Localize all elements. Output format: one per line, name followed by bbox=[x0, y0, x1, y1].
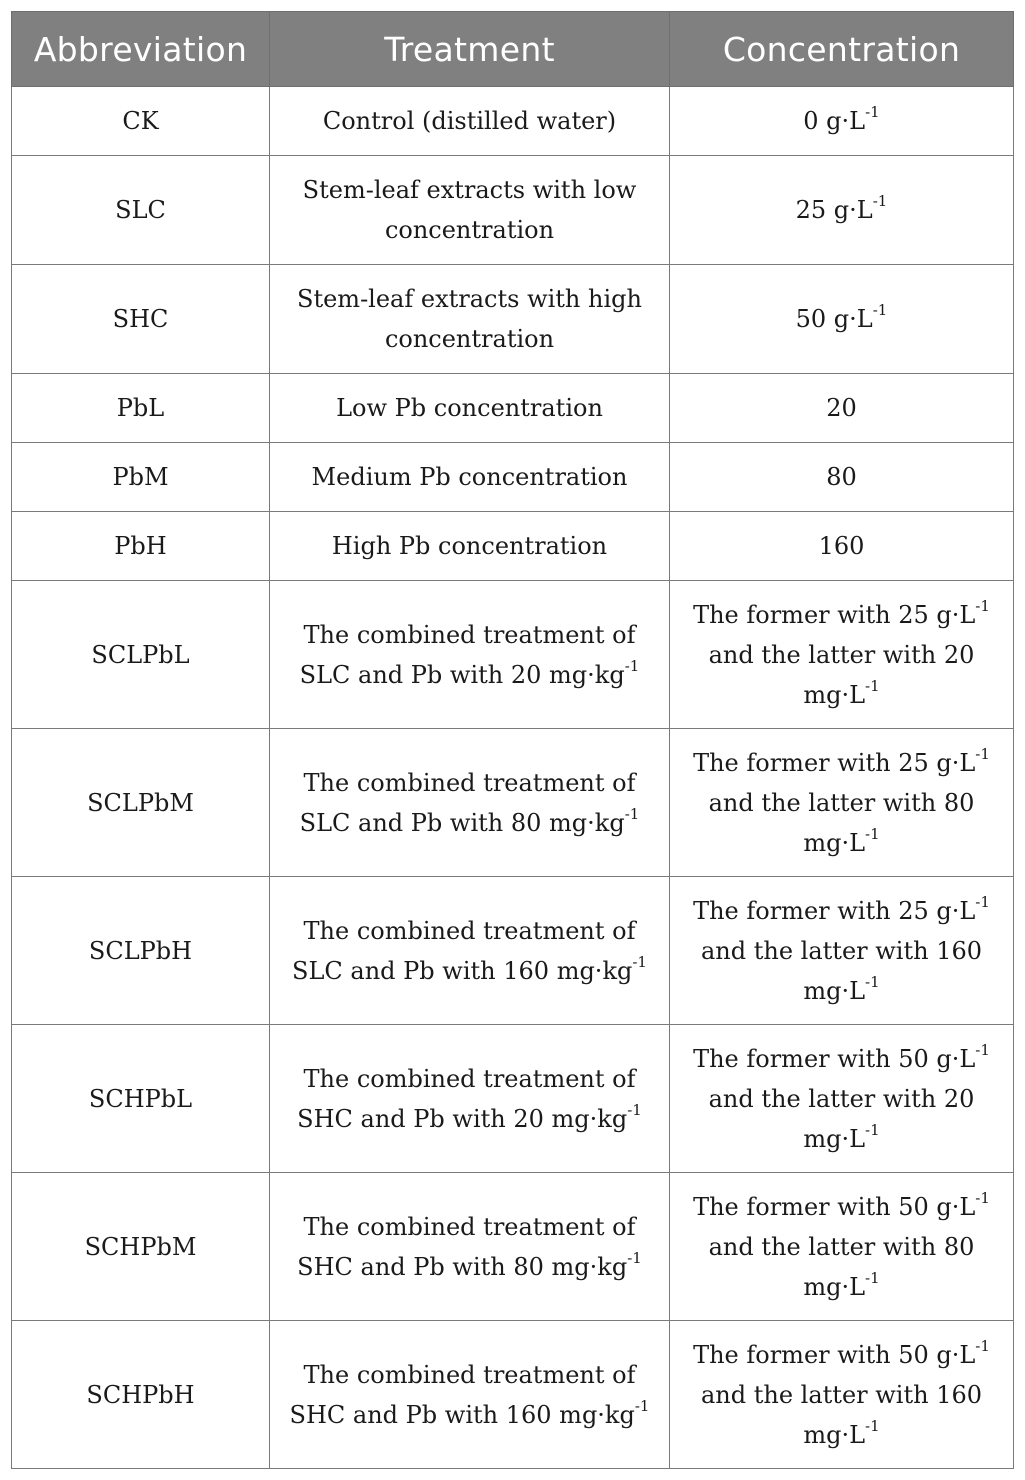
cell-concentration: The former with 25 $g\cdot L^{-1}$ and the latter with 20 $mg\cdot L^{-1}$ bbox=[670, 581, 1014, 729]
cell-treatment: The combined treatment of SLC and Pb with 160 $mg\cdot kg^{-1}$ bbox=[270, 877, 670, 1025]
table-row bbox=[12, 374, 1014, 443]
table-row bbox=[12, 156, 1014, 265]
table-row bbox=[12, 87, 1014, 156]
table-row bbox=[12, 1173, 1014, 1321]
cell-abbreviation: SCLPbM bbox=[12, 729, 270, 877]
cell-abbreviation: PbM bbox=[12, 443, 270, 512]
table-header bbox=[12, 12, 1014, 87]
table-row bbox=[12, 877, 1014, 1025]
cell-abbreviation: SCLPbL bbox=[12, 581, 270, 729]
cell-treatment: The combined treatment of SLC and Pb with 80 $mg\cdot kg^{-1}$ bbox=[270, 729, 670, 877]
cell-concentration: 0 $g\cdot L^{-1}$ bbox=[670, 87, 1014, 156]
cell-concentration: The former with 25 $g\cdot L^{-1}$ and the latter with 160 $mg\cdot L^{-1}$ bbox=[670, 877, 1014, 1025]
cell-treatment: Low Pb concentration bbox=[270, 374, 670, 443]
cell-treatment: Stem-leaf extracts with low concentration bbox=[270, 156, 670, 265]
cell-concentration: The former with 50 $g\cdot L^{-1}$ and the latter with 80 $mg\cdot L^{-1}$ bbox=[670, 1173, 1014, 1321]
table-row bbox=[12, 1025, 1014, 1173]
table-row bbox=[12, 1321, 1014, 1469]
header-concentration: Concentration bbox=[670, 12, 1014, 87]
cell-concentration: 50 $g\cdot L^{-1}$ bbox=[670, 265, 1014, 374]
cell-treatment: Control (distilled water) bbox=[270, 87, 670, 156]
treatment-table bbox=[11, 11, 1014, 1469]
cell-abbreviation: SCLPbH bbox=[12, 877, 270, 1025]
header-row bbox=[12, 12, 1014, 87]
cell-abbreviation: SCHPbM bbox=[12, 1173, 270, 1321]
cell-abbreviation: SLC bbox=[12, 156, 270, 265]
cell-abbreviation: PbL bbox=[12, 374, 270, 443]
cell-abbreviation: SCHPbL bbox=[12, 1025, 270, 1173]
cell-treatment: Medium Pb concentration bbox=[270, 443, 670, 512]
cell-concentration: The former with 25 $g\cdot L^{-1}$ and the latter with 80 $mg\cdot L^{-1}$ bbox=[670, 729, 1014, 877]
table-row bbox=[12, 265, 1014, 374]
cell-treatment: The combined treatment of SLC and Pb with 20 $mg\cdot kg^{-1}$ bbox=[270, 581, 670, 729]
header-treatment: Treatment bbox=[270, 12, 670, 87]
table-row bbox=[12, 443, 1014, 512]
table-row bbox=[12, 512, 1014, 581]
table-row bbox=[12, 729, 1014, 877]
cell-treatment: The combined treatment of SHC and Pb with 160 $mg\cdot kg^{-1}$ bbox=[270, 1321, 670, 1469]
table-row bbox=[12, 581, 1014, 729]
cell-treatment: The combined treatment of SHC and Pb with 20 $mg\cdot kg^{-1}$ bbox=[270, 1025, 670, 1173]
cell-concentration: 80 bbox=[670, 443, 1014, 512]
cell-concentration: 20 bbox=[670, 374, 1014, 443]
cell-concentration: 160 bbox=[670, 512, 1014, 581]
cell-concentration: 25 $g\cdot L^{-1}$ bbox=[670, 156, 1014, 265]
cell-abbreviation: PbH bbox=[12, 512, 270, 581]
cell-abbreviation: SCHPbH bbox=[12, 1321, 270, 1469]
cell-concentration: The former with 50 $g\cdot L^{-1}$ and the latter with 20 $mg\cdot L^{-1}$ bbox=[670, 1025, 1014, 1173]
cell-treatment: High Pb concentration bbox=[270, 512, 670, 581]
cell-treatment: The combined treatment of SHC and Pb with 80 $mg\cdot kg^{-1}$ bbox=[270, 1173, 670, 1321]
table-body bbox=[12, 87, 1014, 1469]
cell-abbreviation: SHC bbox=[12, 265, 270, 374]
cell-treatment: Stem-leaf extracts with high concentration bbox=[270, 265, 670, 374]
cell-abbreviation: CK bbox=[12, 87, 270, 156]
cell-concentration: The former with 50 $g\cdot L^{-1}$ and the latter with 160 $mg\cdot L^{-1}$ bbox=[670, 1321, 1014, 1469]
header-abbreviation: Abbreviation bbox=[12, 12, 270, 87]
